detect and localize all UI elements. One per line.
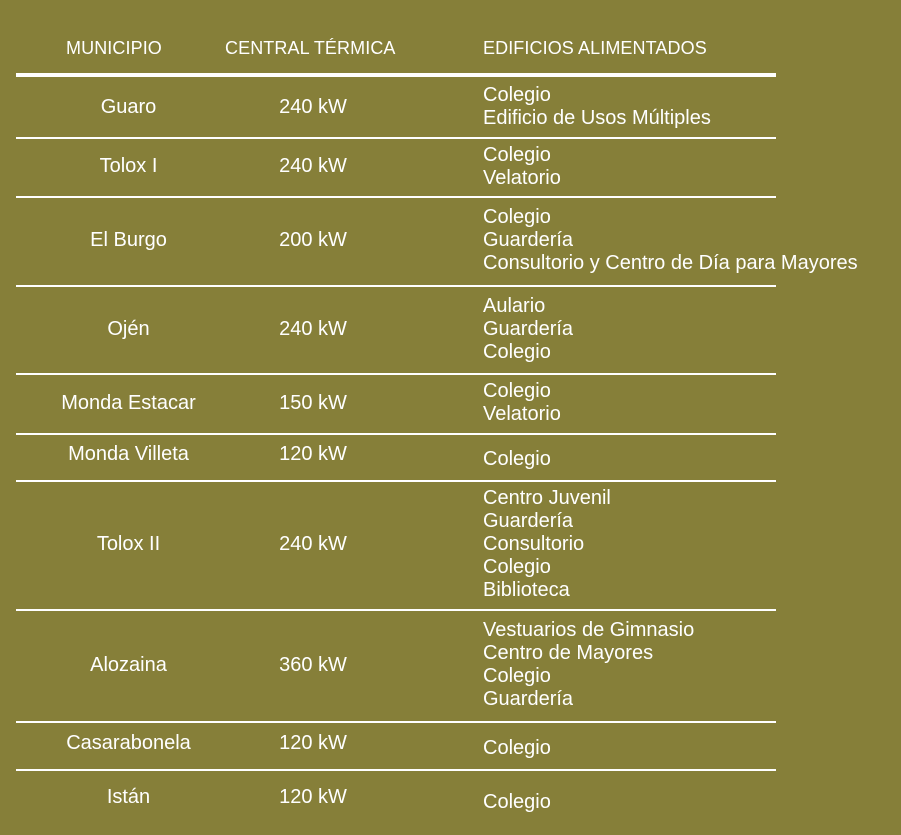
central-termica-cell: 240 kW [279,96,347,118]
edificio-item: Colegio [483,791,551,813]
municipio-cell: Istán [106,786,151,808]
edificio-item: Centro Juvenil [483,487,611,509]
table-row [0,480,901,609]
central-termica-cell: 240 kW [279,533,347,555]
edificio-item: Consultorio [483,533,585,555]
central-termica-cell: 120 kW [279,443,347,465]
municipio-cell: Casarabonela [66,732,191,754]
header-central-termica: CENTRAL TÉRMICA [225,38,396,58]
edificios-cell [483,84,711,130]
edificios-cell [483,448,551,471]
municipio-cell: Ojén [107,318,150,340]
municipio-cell: Monda Villeta [68,443,189,465]
edificio-item: Aulario [483,295,546,317]
table-row [0,77,901,137]
central-termica-cell: 240 kW [279,318,347,340]
edificio-item: Colegio [483,737,551,759]
edificios-cell [483,144,561,190]
table-row [0,769,901,830]
edificio-item: Colegio [483,206,551,228]
central-termica-cell: 200 kW [279,229,347,251]
edificio-item: Colegio [483,665,551,687]
edificio-item: Vestuarios de Gimnasio [483,619,695,641]
table-row [0,196,901,285]
central-termica-cell: 120 kW [279,786,347,808]
edificio-item: Biblioteca [483,579,570,601]
edificio-item: Colegio [483,84,551,106]
central-termica-cell: 150 kW [279,392,347,414]
edificio-item: Guardería [483,318,574,340]
municipio-cell: Alozaina [90,654,167,676]
table-row [0,285,901,373]
edificio-item: Consultorio y Centro de Día para Mayores [483,252,858,274]
municipio-cell: Guaro [100,96,157,118]
edificios-cell [483,380,561,426]
edificios-cell [483,487,611,602]
header-municipio: MUNICIPIO [66,38,162,58]
table-row [0,433,901,480]
edificio-item: Velatorio [483,167,561,189]
edificio-item: Guardería [483,510,574,532]
table-row [0,609,901,721]
edificios-cell [483,737,551,760]
edificio-item: Centro de Mayores [483,642,654,664]
edificios-cell [483,619,694,711]
edificio-item: Guardería [483,229,574,251]
municipio-cell: Tolox II [96,533,161,555]
table-row [0,721,901,769]
edificios-cell [483,206,858,275]
edificio-item: Guardería [483,688,574,710]
table-row [0,137,901,196]
header-edificios-alimentados: EDIFICIOS ALIMENTADOS [483,38,707,58]
edificio-item: Colegio [483,341,551,363]
central-termica-cell: 240 kW [279,155,347,177]
municipio-cell: Monda Estacar [61,392,196,414]
edificio-item: Velatorio [483,403,561,425]
edificio-item: Colegio [483,380,551,402]
edificio-item: Edificio de Usos Múltiples [483,107,711,129]
edificio-item: Colegio [483,144,551,166]
municipio-cell: El Burgo [90,229,167,251]
edificio-item: Colegio [483,448,551,470]
table-header [0,0,901,76]
central-termica-cell: 360 kW [279,654,347,676]
table-row [0,373,901,433]
edificio-item: Colegio [483,556,551,578]
edificios-cell [483,295,573,364]
municipio-cell: Tolox I [99,155,158,177]
central-termica-cell: 120 kW [279,732,347,754]
edificios-cell [483,791,551,814]
